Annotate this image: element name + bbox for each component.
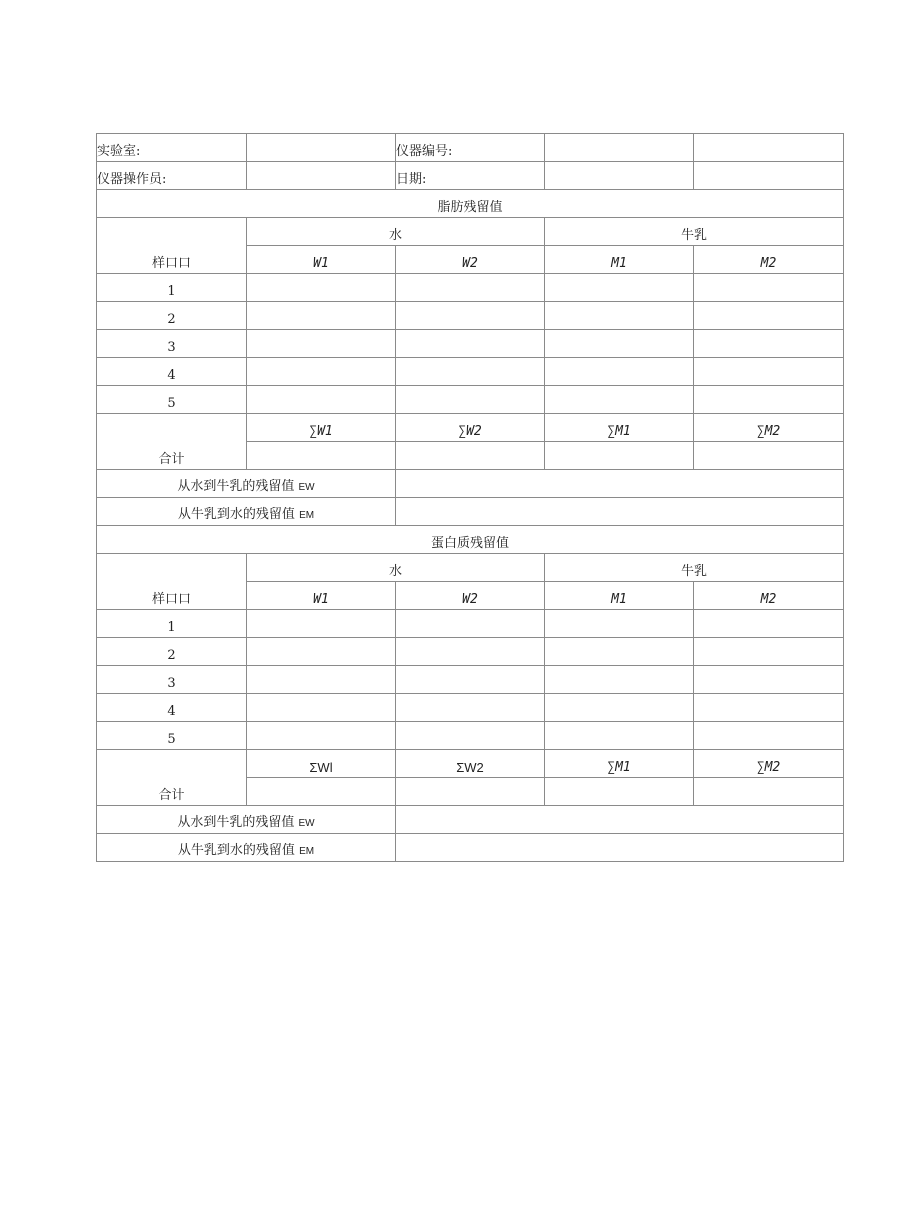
fat-sample-label: 样口口 (97, 218, 247, 274)
table-row (97, 358, 844, 386)
protein-water-to-milk-label (97, 806, 396, 834)
protein-w2-cell[interactable] (396, 666, 545, 694)
instrument-no-field[interactable] (545, 134, 694, 162)
fat-m2-cell[interactable] (694, 330, 844, 358)
protein-sum-w2: ΣW2 (396, 750, 545, 778)
protein-w1-cell[interactable] (247, 722, 396, 750)
protein-sum-w2-value[interactable] (396, 778, 545, 806)
protein-row-number: 1 (97, 610, 247, 638)
table-row (97, 302, 844, 330)
protein-m2-cell[interactable] (694, 722, 844, 750)
instrument-no-label: 仪器编号: (396, 134, 545, 162)
protein-row-number: 5 (97, 722, 247, 750)
protein-group-header-row (97, 554, 844, 582)
fat-sum-w2: ∑W2 (396, 414, 545, 442)
protein-row-number: 3 (97, 666, 247, 694)
fat-w2-cell[interactable] (396, 330, 545, 358)
protein-em-symbol: EM (299, 846, 315, 857)
fat-title-row (97, 190, 844, 218)
fat-ew-row (97, 470, 844, 498)
fat-milk-to-water-text: 从牛乳到水的残留值 (177, 507, 295, 522)
table-row (97, 330, 844, 358)
protein-w2-cell[interactable] (396, 610, 545, 638)
protein-sum-m2: ∑M2 (694, 750, 844, 778)
fat-sum-m1: ∑M1 (545, 414, 694, 442)
operator-field[interactable] (247, 162, 396, 190)
fat-w2-cell[interactable] (396, 386, 545, 414)
fat-row-number: 1 (97, 274, 247, 302)
fat-m2-cell[interactable] (694, 358, 844, 386)
fat-em-value[interactable] (396, 498, 844, 526)
fat-col-w2: W2 (396, 246, 545, 274)
fat-sum-m1-value[interactable] (545, 442, 694, 470)
fat-water-label: 水 (247, 218, 545, 246)
protein-m1-cell[interactable] (545, 694, 694, 722)
protein-m1-cell[interactable] (545, 722, 694, 750)
fat-m2-cell[interactable] (694, 386, 844, 414)
lab-field[interactable] (247, 134, 396, 162)
protein-water-label: 水 (247, 554, 545, 582)
protein-w1-cell[interactable] (247, 694, 396, 722)
fat-em-symbol: EM (299, 510, 315, 521)
operator-label: 仪器操作员: (97, 162, 247, 190)
protein-ew-symbol: EW (298, 818, 315, 829)
table-row (97, 694, 844, 722)
table-row (97, 386, 844, 414)
protein-col-m2: M2 (694, 582, 844, 610)
protein-m2-cell[interactable] (694, 638, 844, 666)
fat-water-to-milk-label (97, 470, 396, 498)
date-extra-field[interactable] (694, 162, 844, 190)
fat-row-number: 2 (97, 302, 247, 330)
protein-m2-cell[interactable] (694, 610, 844, 638)
fat-sum-w1: ∑W1 (247, 414, 396, 442)
protein-ew-row (97, 806, 844, 834)
protein-m2-cell[interactable] (694, 694, 844, 722)
protein-m2-cell[interactable] (694, 666, 844, 694)
protein-w2-cell[interactable] (396, 638, 545, 666)
fat-sum-m2-value[interactable] (694, 442, 844, 470)
fat-w1-cell[interactable] (247, 302, 396, 330)
fat-sum-w1-value[interactable] (247, 442, 396, 470)
protein-water-to-milk-text: 从水到牛乳的残留值 (177, 815, 295, 830)
fat-milk-label: 牛乳 (545, 218, 844, 246)
protein-milk-label: 牛乳 (545, 554, 844, 582)
fat-em-row (97, 498, 844, 526)
protein-m1-cell[interactable] (545, 610, 694, 638)
fat-w1-cell[interactable] (247, 358, 396, 386)
lab-label: 实验室: (97, 134, 247, 162)
fat-total-label: 合计 (97, 414, 247, 470)
protein-sum-w1-value[interactable] (247, 778, 396, 806)
fat-total-header-row (97, 414, 844, 442)
residual-value-form (96, 133, 844, 862)
protein-col-w1: W1 (247, 582, 396, 610)
protein-total-label: 合计 (97, 750, 247, 806)
fat-sum-w2-value[interactable] (396, 442, 545, 470)
protein-sample-label: 样口口 (97, 554, 247, 610)
fat-ew-symbol: EW (298, 482, 315, 493)
fat-w2-cell[interactable] (396, 274, 545, 302)
instrument-no-extra-field[interactable] (694, 134, 844, 162)
table-row (97, 274, 844, 302)
fat-row-number: 5 (97, 386, 247, 414)
fat-m1-cell[interactable] (545, 274, 694, 302)
protein-sum-m1: ∑M1 (545, 750, 694, 778)
table-row (97, 610, 844, 638)
protein-milk-to-water-label (97, 834, 396, 862)
table-row (97, 666, 844, 694)
protein-col-w2: W2 (396, 582, 545, 610)
date-field[interactable] (545, 162, 694, 190)
fat-milk-to-water-label (97, 498, 396, 526)
protein-w2-cell[interactable] (396, 694, 545, 722)
protein-row-number: 2 (97, 638, 247, 666)
protein-sum-w1: ΣWl (247, 750, 396, 778)
fat-row-number: 4 (97, 358, 247, 386)
protein-sum-m2-value[interactable] (694, 778, 844, 806)
fat-m1-cell[interactable] (545, 386, 694, 414)
protein-total-header-row (97, 750, 844, 778)
date-label: 日期: (396, 162, 545, 190)
protein-w1-cell[interactable] (247, 666, 396, 694)
fat-w1-cell[interactable] (247, 330, 396, 358)
fat-group-header-row (97, 218, 844, 246)
fat-w1-cell[interactable] (247, 274, 396, 302)
header-row-operator (97, 162, 844, 190)
protein-w1-cell[interactable] (247, 610, 396, 638)
protein-m1-cell[interactable] (545, 638, 694, 666)
protein-w1-cell[interactable] (247, 638, 396, 666)
protein-sum-m1-value[interactable] (545, 778, 694, 806)
table-row (97, 722, 844, 750)
fat-w1-cell[interactable] (247, 386, 396, 414)
fat-m2-cell[interactable] (694, 302, 844, 330)
fat-row-number: 3 (97, 330, 247, 358)
fat-ew-value[interactable] (396, 470, 844, 498)
protein-w2-cell[interactable] (396, 722, 545, 750)
protein-ew-value[interactable] (396, 806, 844, 834)
fat-m2-cell[interactable] (694, 274, 844, 302)
protein-milk-to-water-text: 从牛乳到水的残留值 (177, 843, 295, 858)
fat-col-w1: W1 (247, 246, 396, 274)
protein-section-title: 蛋白质残留值 (97, 526, 844, 554)
fat-water-to-milk-text: 从水到牛乳的残留值 (177, 479, 295, 494)
fat-m1-cell[interactable] (545, 302, 694, 330)
fat-section-title: 脂肪残留值 (97, 190, 844, 218)
table-row (97, 638, 844, 666)
fat-m1-cell[interactable] (545, 330, 694, 358)
protein-row-number: 4 (97, 694, 247, 722)
protein-em-row (97, 834, 844, 862)
fat-sum-m2: ∑M2 (694, 414, 844, 442)
fat-col-m2: M2 (694, 246, 844, 274)
protein-m1-cell[interactable] (545, 666, 694, 694)
header-row-lab (97, 134, 844, 162)
fat-w2-cell[interactable] (396, 302, 545, 330)
protein-col-m1: M1 (545, 582, 694, 610)
fat-m1-cell[interactable] (545, 358, 694, 386)
protein-title-row (97, 526, 844, 554)
protein-em-value[interactable] (396, 834, 844, 862)
fat-col-m1: M1 (545, 246, 694, 274)
fat-w2-cell[interactable] (396, 358, 545, 386)
